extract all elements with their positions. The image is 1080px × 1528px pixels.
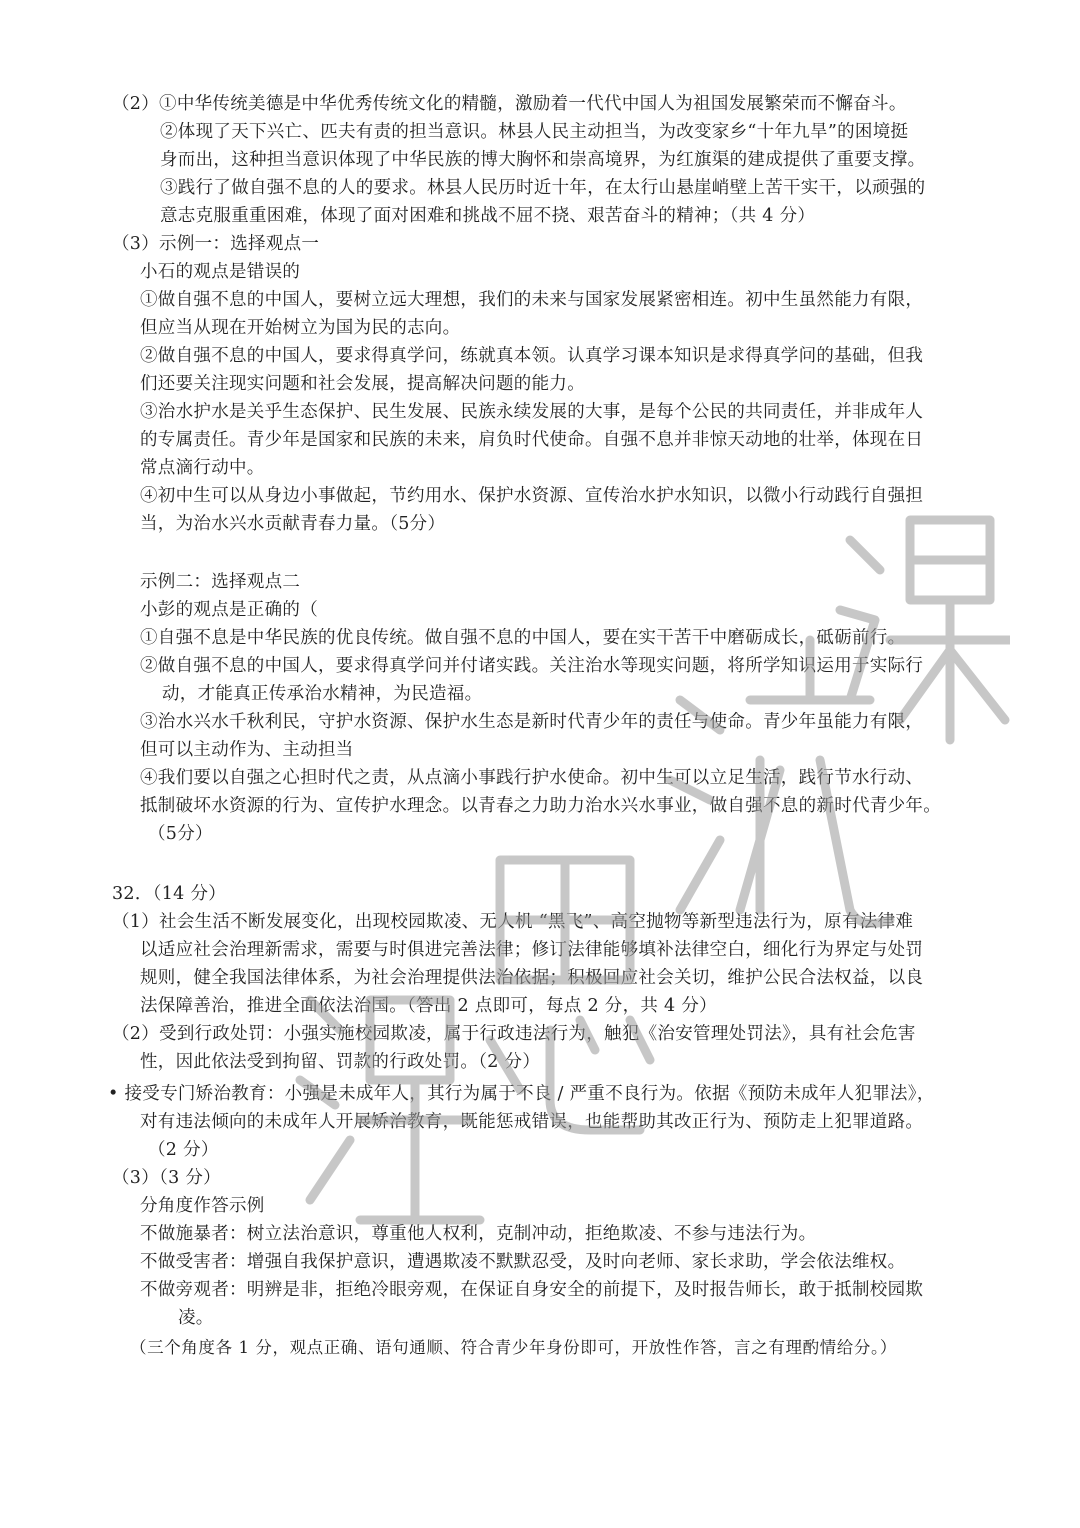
text-line: 以适应社会治理新需求，需要与时俱进完善法律；修订法律能够填补法律空白，细化行为界定与处罚: [140, 940, 924, 960]
text-line: 小石的观点是错误的: [140, 262, 301, 282]
text-line: （三个角度各 1 分，观点正确、语句通顺、符合青少年身份即可，开放性作答，言之有理酌情给分。）: [130, 1338, 897, 1357]
text-line: 但应当从现在开始树立为国为民的志向。: [140, 318, 461, 338]
text-line: 对有违法倾向的未成年人开展矫治教育，既能惩戒错误，也能帮助其改正行为、预防走上犯罪道路。: [140, 1112, 924, 1132]
text-line: 性，因此依法受到拘留、罚款的行政处罚。（2 分）: [140, 1052, 541, 1072]
text-line: 抵制破坏水资源的行为、宣传护水理念。以青春之力助力治水兴水事业，做自强不息的新时代青少年。: [140, 796, 941, 816]
text-line: 的专属责任。青少年是国家和民族的未来，肩负时代使命。自强不息并非惊天动地的壮举，体现在日: [140, 430, 924, 450]
text-line: （2）①中华传统美德是中华优秀传统文化的精髓，激励着一代代中国人为祖国发展繁荣而不懈奋斗。: [112, 94, 907, 114]
text-line: 常点滴行动中。: [140, 458, 265, 478]
text-line: （2）受到行政处罚：小强实施校园欺凌，属于行政违法行为，触犯《治安管理处罚法》，具有社会危害: [112, 1024, 916, 1044]
text-line: ①自强不息是中华民族的优良传统。做自强不息的中国人，要在实干苦干中磨砺成长，砥砺前行。: [140, 628, 906, 648]
text-line: 小彭的观点是正确的（: [140, 600, 318, 620]
text-line: （2 分）: [148, 1140, 219, 1160]
text-line: ①做自强不息的中国人，要树立远大理想，我们的未来与国家发展紧密相连。初中生虽然能力有限，: [140, 290, 924, 310]
text-line: 分角度作答示例: [140, 1196, 265, 1216]
text-line: ③践行了做自强不息的人的要求。林县人民历时近十年，在太行山悬崖峭壁上苦干实干，以顽强的: [160, 178, 926, 198]
text-line: 凌。: [178, 1308, 214, 1328]
text-line: ②做自强不息的中国人，要求得真学问并付诸实践。关注治水等现实问题，将所学知识运用于实际行: [140, 656, 924, 676]
text-line: ④初中生可以从身边小事做起，节约用水、保护水资源、宣传治水护水知识，以微小行动践行自强担: [140, 486, 924, 506]
text-line: 法保障善治，推进全面依法治国。（答出 2 点即可，每点 2 分，共 4 分）: [140, 996, 717, 1016]
text-line: 规则，健全我国法律体系，为社会治理提供法治依据；积极回应社会关切，维护公民合法权益，以良: [140, 968, 924, 988]
text-line: 不做受害者：增强自我保护意识，遭遇欺凌不默默忍受，及时向老师、家长求助，学会依法维权。: [140, 1252, 906, 1272]
text-line: （1）社会生活不断发展变化，出现校园欺凌、无人机 “黑飞”、高空抛物等新型违法行为，原有法律难: [112, 912, 914, 932]
text-line: （3）（3 分）: [112, 1168, 221, 1188]
text-line: ③治水护水是关乎生态保护、民生发展、民族永续发展的大事，是每个公民的共同责任，并非成年人: [140, 402, 924, 422]
text-line: （5分）: [148, 824, 213, 844]
text-line: 身而出，这种担当意识体现了中华民族的博大胸怀和崇高境界，为红旗渠的建成提供了重要支撑。: [160, 150, 926, 170]
text-line: 不做旁观者：明辨是非，拒绝冷眼旁观，在保证自身安全的前提下，及时报告师长，敢于抵制校园欺: [140, 1280, 924, 1300]
text-line: 不做施暴者：树立法治意识，尊重他人权利，克制冲动，拒绝欺凌、不参与违法行为。: [140, 1224, 817, 1244]
text-line: 32．（14 分）: [112, 884, 227, 904]
text-line: • 接受专门矫治教育：小强是未成年人，其行为属于不良 / 严重不良行为。依据《预防未成年人犯罪法》，: [108, 1084, 935, 1104]
text-line: 当，为治水兴水贡献青春力量。（5分）: [140, 514, 446, 534]
text-line: （3）示例一：选择观点一: [112, 234, 320, 254]
text-line: 们还要关注现实问题和社会发展，提高解决问题的能力。: [140, 374, 585, 394]
text-line: ③治水兴水千秋利民，守护水资源、保护水生态是新时代青少年的责任与使命。青少年虽能力有限，: [140, 712, 924, 732]
text-line: 示例二：选择观点二: [140, 572, 301, 592]
text-line: ④我们要以自强之心担时代之责，从点滴小事践行护水使命。初中生可以立足生活，践行节水行动、: [140, 768, 924, 788]
text-line: 但可以主动作为、主动担当: [140, 740, 354, 760]
text-line: 动，才能真正传承治水精神，为民造福。: [162, 684, 483, 704]
text-line: 意志克服重重困难，体现了面对困难和挑战不屈不挠、艰苦奋斗的精神；（共 4 分）: [160, 206, 816, 226]
text-line: ②做自强不息的中国人，要求得真学问，练就真本领。认真学习课本知识是求得真学问的基础，但我: [140, 346, 924, 366]
text-line: ②体现了天下兴亡、匹夫有责的担当意识。林县人民主动担当，为改变家乡“十年九旱”的困境挺: [160, 122, 909, 142]
